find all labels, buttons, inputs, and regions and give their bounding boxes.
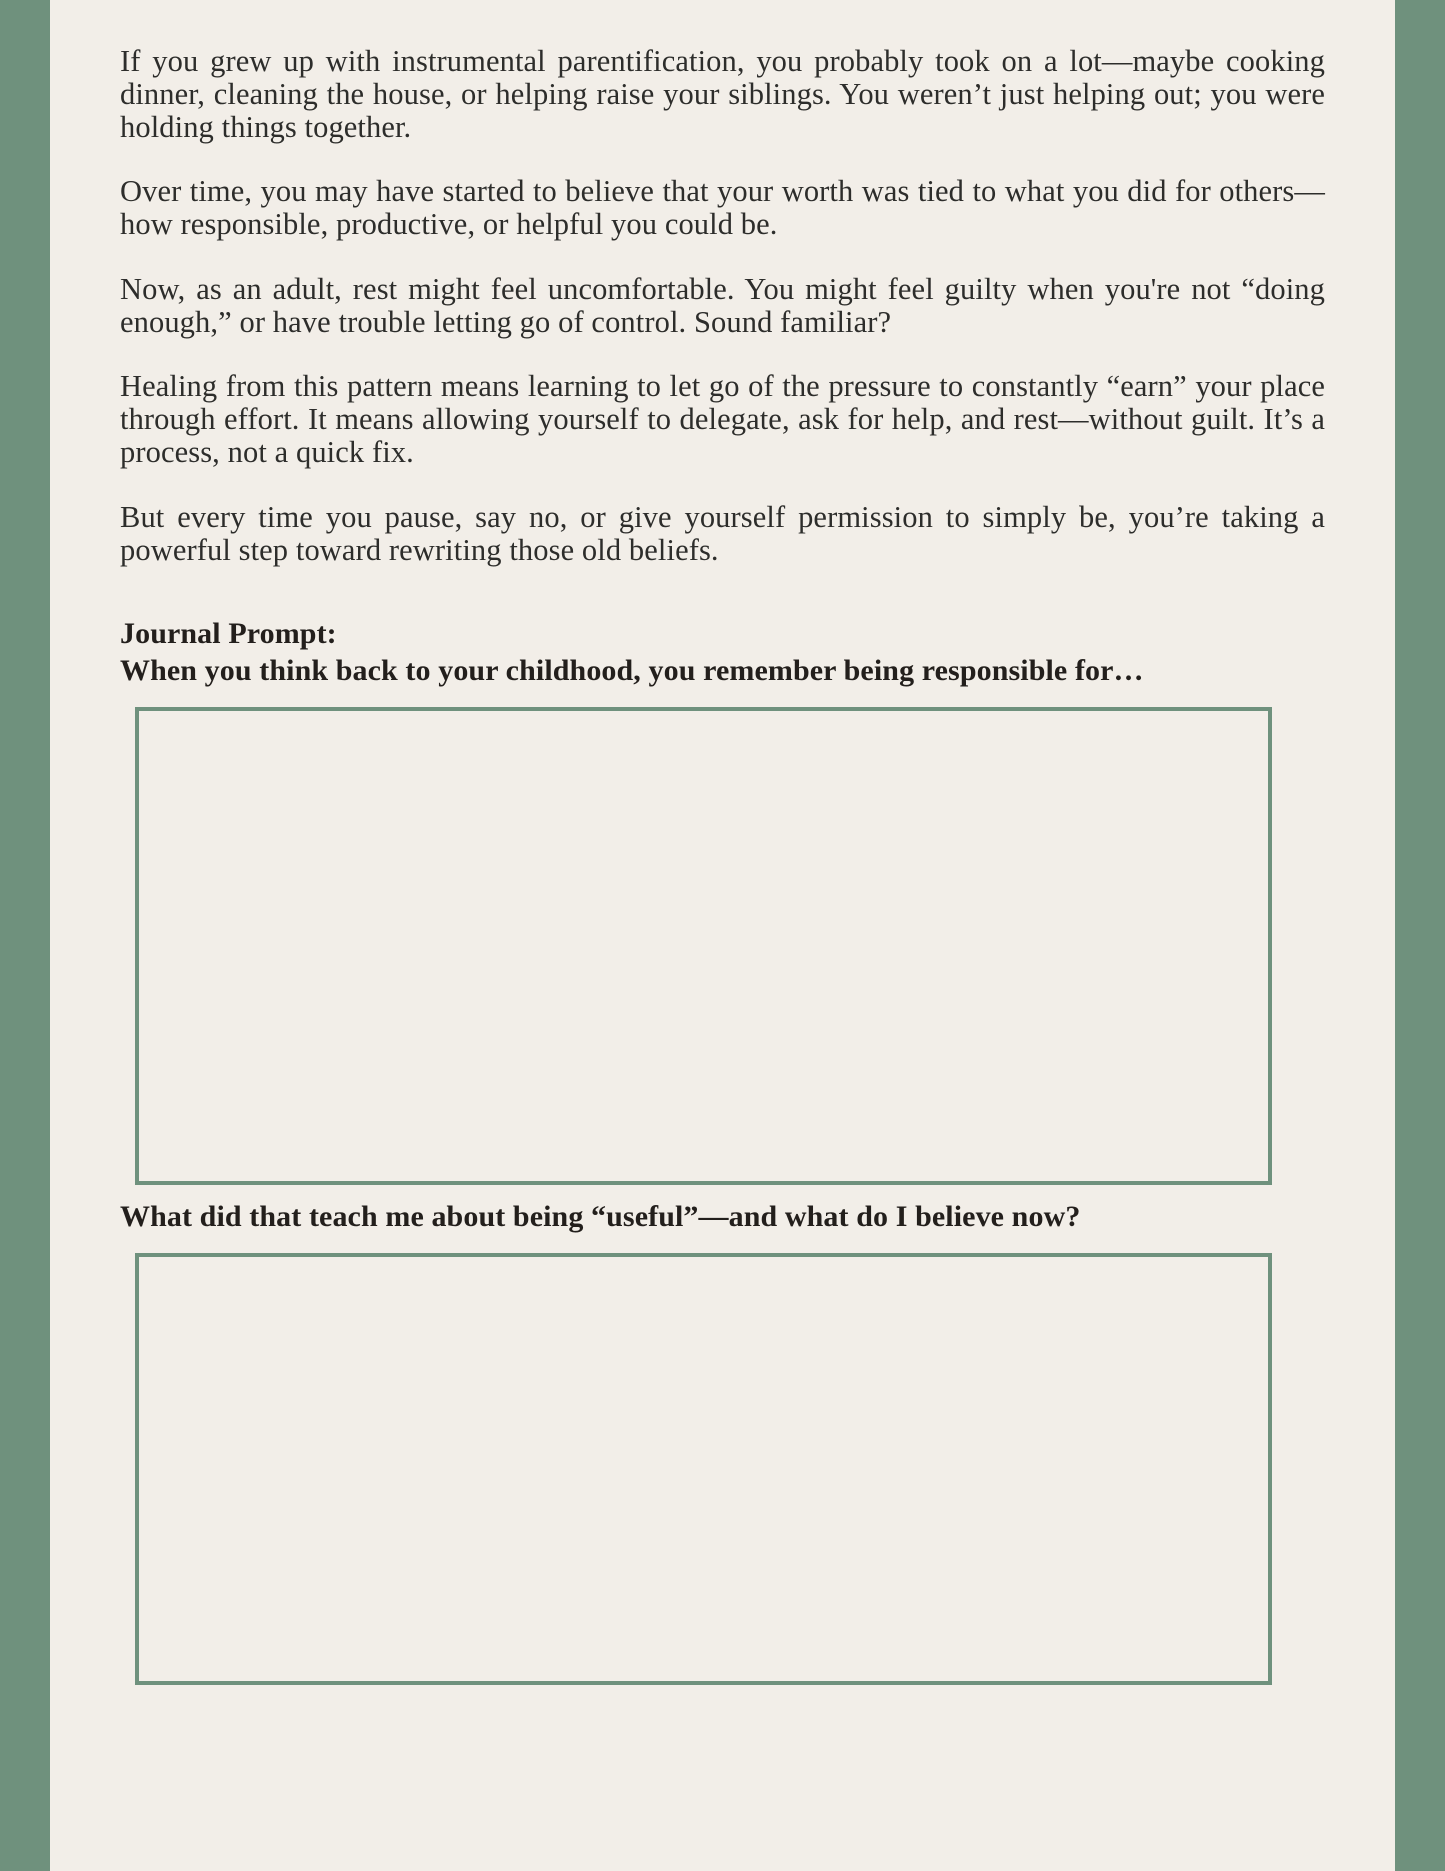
journal-prompt-label: Journal Prompt: <box>120 617 337 651</box>
journal-answer-box-two[interactable] <box>135 1253 1272 1685</box>
journal-answer-box-one[interactable] <box>135 707 1272 1185</box>
body-paragraph-1: If you grew up with instrumental parentification, you probably took on a lot—maybe cooking dinner, cleaning the house, or helping raise your siblings. You weren’t just helping out; you were holding things together. <box>120 44 1325 144</box>
worksheet-page <box>50 0 1395 1871</box>
journal-question-one: When you think back to your childhood, you remember being responsible for… <box>120 653 1144 687</box>
left-decorative-border <box>0 0 50 1871</box>
body-paragraph-2: Over time, you may have started to believe that your worth was tied to what you did for others—how responsible, productive, or helpful you could be. <box>120 174 1325 242</box>
journal-prompt-section <box>120 616 1325 689</box>
right-decorative-border <box>1395 0 1445 1871</box>
body-paragraph-3: Now, as an adult, rest might feel uncomfortable. You might feel guilty when you're not “doing enough,” or have trouble letting go of control. Sound familiar? <box>120 271 1325 339</box>
page-content <box>120 45 1325 1685</box>
journal-question-two: What did that teach me about being “useful”—and what do I believe now? <box>120 1199 1081 1233</box>
body-paragraph-4: Healing from this pattern means learning to let go of the pressure to constantly “earn” your place through effort. It means allowing yourself to delegate, ask for help, and rest—without guilt. It’s a process, not a quick fix. <box>120 369 1325 470</box>
body-paragraph-5: But every time you pause, say no, or give yourself permission to simply be, you’re taking a powerful step toward rewriting those old beliefs. <box>120 499 1325 567</box>
